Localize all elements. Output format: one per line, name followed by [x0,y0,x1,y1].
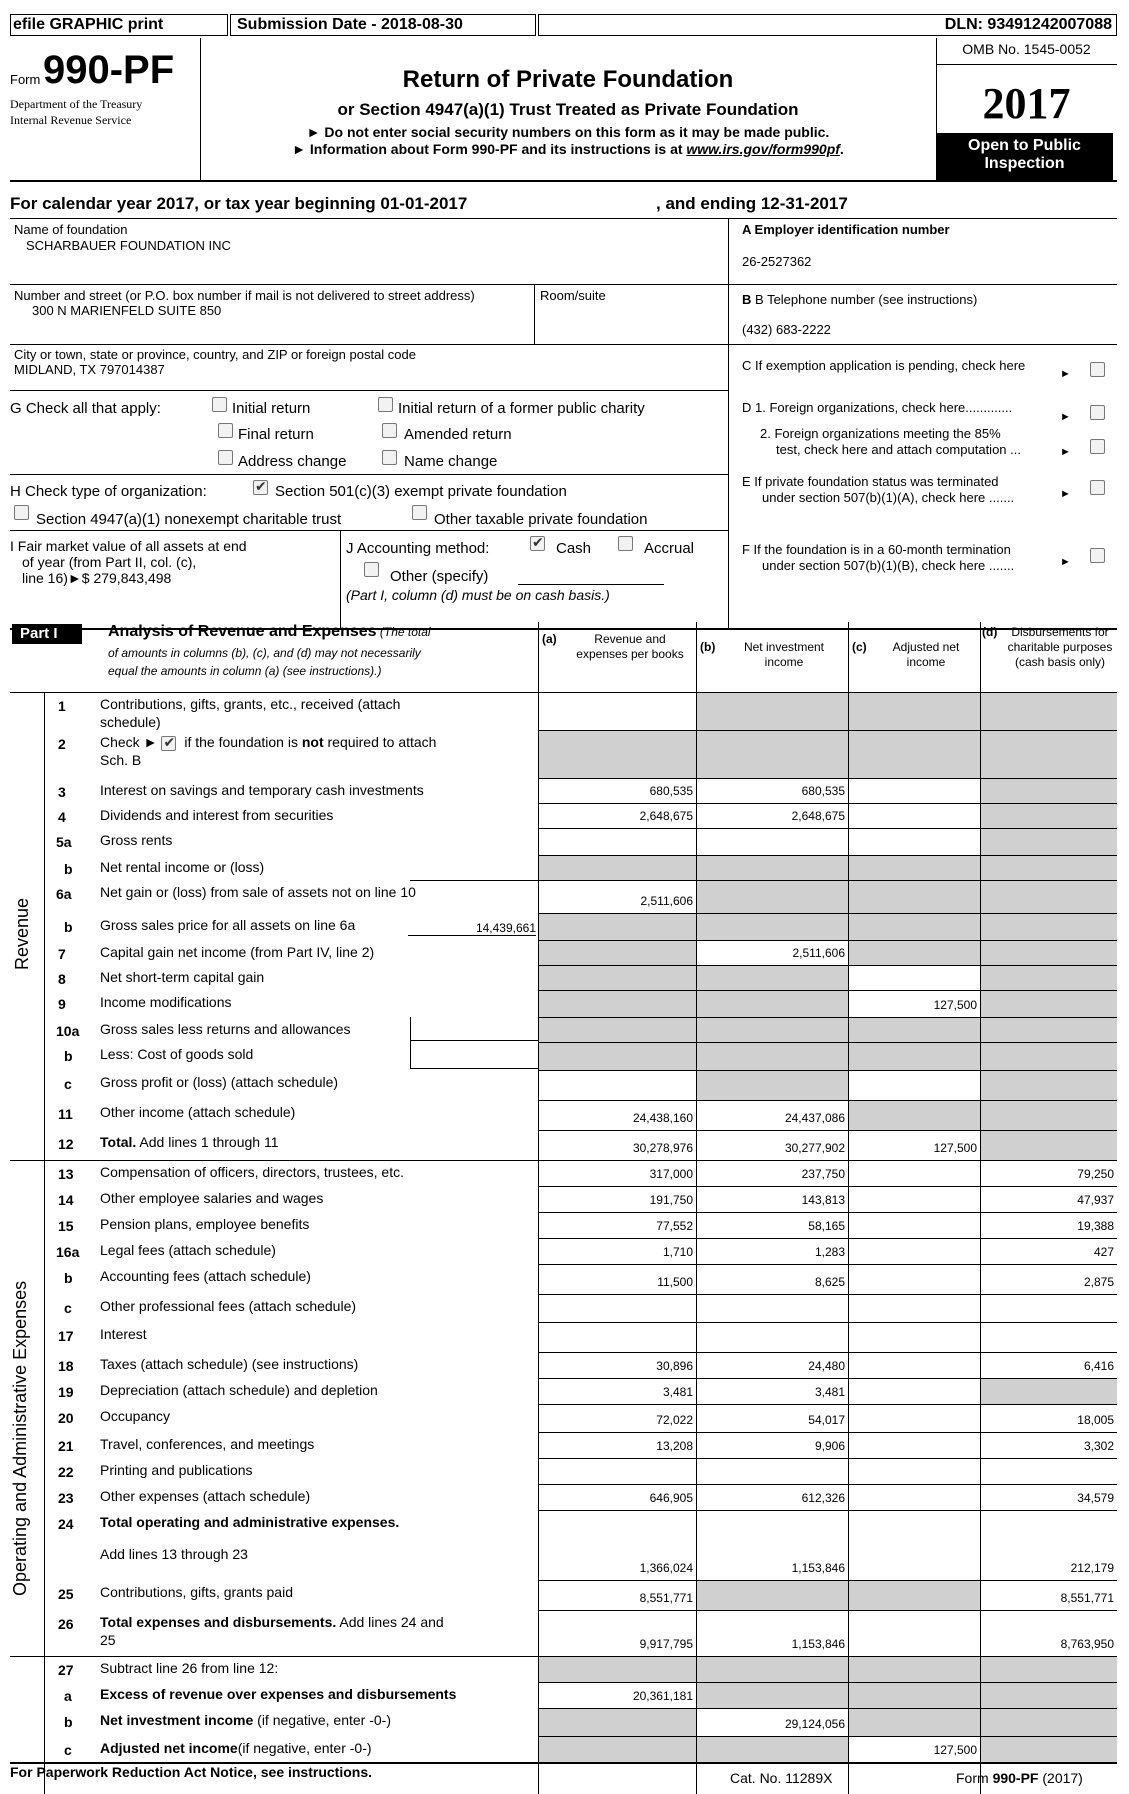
amount-b: 58,165 [808,1219,845,1233]
shaded-cell [697,991,848,1017]
cash-checkbox[interactable] [530,536,545,551]
amount-a: 646,905 [649,1491,693,1505]
form-subtitle: or Section 4947(a)(1) Trust Treated as Private Foundation [337,100,799,119]
amount-a: 11,500 [657,1275,693,1289]
shaded-cell [981,1379,1117,1404]
line-number: c [64,1076,72,1092]
amount-a: 191,750 [649,1193,693,1207]
shaded-cell [697,1657,848,1682]
paperwork-notice: For Paperwork Reduction Act Notice, see instructions. [10,1764,372,1780]
amount-b: 24,480 [808,1359,845,1373]
col-a-header: Revenue and expenses per books [576,632,684,661]
shaded-cell [539,1657,696,1682]
amount-b: 8,625 [814,1275,845,1289]
line-label: Net short-term capital gain [100,969,265,985]
shaded-cell [697,1737,848,1762]
other-method-checkbox[interactable] [364,562,379,577]
amount-d: 2,875 [1083,1275,1114,1289]
cash-basis-note: (Part I, column (d) must be on cash basis.) [346,587,610,603]
open-to-public-badge: Open to Public Inspection [936,133,1113,180]
line-label-cont: Sch. B [100,752,142,768]
initial-return-label: Initial return [232,400,311,417]
amount-c: 127,500 [933,1141,977,1155]
shaded-cell [981,829,1117,855]
accrual-checkbox[interactable] [618,536,633,551]
line-label: Total. Add lines 1 through 11 [100,1134,279,1150]
foreign-org-checkbox[interactable] [1090,405,1105,420]
street-label: Number and street (or P.O. box number if mail is not delivered to street address) [14,288,475,303]
other-method-label: Other (specify) [390,568,489,585]
line-label: Excess of revenue over expenses and disbursements [100,1686,457,1702]
shaded-cell [697,1043,848,1070]
line-number: 17 [58,1328,74,1344]
line-number: 21 [58,1438,74,1454]
amount-d: 34,579 [1077,1491,1114,1505]
line-label: Income modifications [100,994,232,1010]
line-label: Adjusted net income(if negative, enter -0-) [100,1740,372,1756]
shaded-cell [981,914,1117,940]
final-return-checkbox[interactable] [218,423,233,438]
part1-title: Analysis of Revenue and Expenses (The total [108,623,431,640]
part1-desc-2: equal the amounts in column (a) (see instructions).) [108,664,382,678]
line-label: Capital gain net income (from Part IV, line 2) [100,944,375,960]
shaded-cell [539,914,696,940]
shaded-cell [849,1043,980,1070]
room-label: Room/suite [540,288,606,303]
cat-number: Cat. No. 11289X [730,1770,833,1786]
street-value: 300 N MARIENFELD SUITE 850 [32,303,222,318]
line-label: Other income (attach schedule) [100,1104,296,1120]
amount-b: 680,535 [801,784,845,798]
shaded-cell [981,779,1117,803]
initial-return-former-label: Initial return of a former public charity [398,400,645,417]
line-label: Total operating and administrative expenses. [100,1514,400,1530]
shaded-cell [697,914,848,940]
d1-label: D 1. Foreign organizations, check here............. [742,400,1013,415]
name-label: Name of foundation [14,222,128,237]
tax-year-end: , and ending 12-31-2017 [656,194,848,213]
line-label: Accounting fees (attach schedule) [100,1268,311,1284]
line-number: c [64,1742,72,1758]
line-label: Gross rents [100,832,173,848]
line-number: 13 [58,1166,74,1182]
arrow-icon: ► [1060,446,1071,458]
omb-number: OMB No. 1545-0052 [962,41,1091,57]
line-label-cont: Add lines 13 through 23 [100,1546,248,1562]
amount-a: 24,438,160 [632,1111,693,1125]
exemption-pending-label: C If exemption application is pending, check here [742,358,1026,373]
form-footer: Form 990-PF (2017) [956,1770,1083,1786]
line-number: 22 [58,1464,74,1480]
line-label: Subtract line 26 from line 12: [100,1660,279,1676]
col-d-header: Disbursements for charitable purposes (cash basis only) [1007,625,1113,669]
address-change-label: Address change [238,453,347,470]
shaded-cell [539,856,696,880]
line-label: Pension plans, employee benefits [100,1216,310,1232]
amount-a: 1,710 [662,1245,693,1259]
initial-return-checkbox[interactable] [212,397,227,412]
line-number: 18 [58,1358,74,1374]
amount-b: 1,153,846 [791,1637,845,1651]
shaded-cell [981,1737,1117,1762]
shaded-cell [981,1131,1117,1160]
shaded-cell [697,731,848,778]
address-change-checkbox[interactable] [218,450,233,465]
foreign-org-85-checkbox[interactable] [1090,439,1105,454]
e2-label: under section 507(b)(1)(A), check here ....... [762,490,1015,505]
line-number: b [64,919,73,935]
amended-return-checkbox[interactable] [382,423,397,438]
amount-a: 317,000 [649,1167,693,1181]
line-number: 5a [56,834,72,850]
amount-a: 13,208 [656,1439,693,1453]
line-label: Interest on savings and temporary cash investments [100,782,424,798]
shaded-cell [849,856,980,880]
shaded-cell [981,1657,1117,1682]
line-number: 19 [58,1384,74,1400]
shaded-cell [697,693,848,730]
shaded-cell [539,966,696,990]
shaded-cell [849,881,980,913]
dept-line-2: Internal Revenue Service [10,113,132,127]
efile-banner [10,13,1117,37]
amount-a: 30,278,976 [632,1141,693,1155]
shaded-cell [981,856,1117,880]
shaded-cell [849,1581,980,1610]
city-label: City or town, state or province, country, and ZIP or foreign postal code [14,347,416,362]
amount-c: 127,500 [933,1743,977,1757]
amount-d: 6,416 [1083,1359,1114,1373]
col-d-letter: (d) [982,625,998,639]
amount-a: 9,917,795 [639,1637,693,1651]
line-label-cont: schedule) [100,714,161,730]
shaded-cell [849,941,980,965]
foundation-name: SCHARBAUER FOUNDATION INC [26,238,231,253]
amount-d: 8,763,950 [1060,1637,1114,1651]
fmv-line-2: of year (from Part II, col. (c), [22,554,197,570]
line-number: 24 [58,1516,74,1532]
amount-a: 77,552 [656,1219,693,1233]
shaded-cell [981,991,1117,1017]
shaded-cell [981,731,1117,778]
shaded-cell [697,1071,848,1100]
efile-label: efile GRAPHIC print [10,14,228,36]
shaded-cell [981,1683,1117,1708]
arrow-icon: ► [1060,368,1071,380]
amount-a: 8,551,771 [639,1591,693,1605]
col-b-letter: (b) [700,640,716,654]
amount-b: 54,017 [808,1413,845,1427]
shaded-cell [981,1071,1117,1100]
line-number: 3 [58,784,66,800]
amount-a: 3,481 [662,1385,693,1399]
shaded-cell [849,1683,980,1708]
shaded-cell [981,1018,1117,1042]
initial-return-former-checkbox[interactable] [378,397,393,412]
shaded-cell [981,804,1117,828]
shaded-cell [697,1581,848,1610]
amount-d: 427 [1093,1245,1114,1259]
d2a-label: 2. Foreign organizations meeting the 85% [760,426,1001,441]
side-label-expenses: Operating and Administrative Expenses [10,1280,30,1596]
sch-b-checkbox[interactable] [161,736,176,751]
line-number: 23 [58,1490,74,1506]
ein-value: 26-2527362 [742,254,812,269]
shaded-cell [849,1657,980,1682]
form-id-block [10,40,200,180]
line-label: Taxes (attach schedule) (see instructions) [100,1356,359,1372]
501c3-checkbox[interactable] [253,480,268,495]
line-label: Other expenses (attach schedule) [100,1488,311,1504]
amount-a: 680,535 [649,784,693,798]
omb-block [936,38,1117,180]
line-number: 4 [58,809,66,825]
exemption-pending-checkbox[interactable] [1090,362,1105,377]
j-label: J Accounting method: [346,540,490,557]
line-label: Occupancy [100,1408,171,1424]
501c3-label: Section 501(c)(3) exempt private foundation [275,483,567,500]
ssn-note: ► Do not enter social security numbers on this form as it may be made public. [306,124,830,140]
amount-d: 212,179 [1070,1561,1114,1575]
line-number: 25 [58,1586,74,1602]
ein-label: A Employer identification number [742,222,950,237]
shaded-cell [697,1683,848,1708]
line-label: Legal fees (attach schedule) [100,1242,276,1258]
shaded-cell [697,966,848,990]
e1-label: E If private foundation status was terminated [742,474,999,489]
amount-b: 29,124,056 [784,1717,845,1731]
amount-b: 2,648,675 [791,809,845,823]
fmv-line-1: I Fair market value of all assets at end [10,538,247,554]
shaded-cell [849,1101,980,1130]
shaded-cell [981,941,1117,965]
line-label: Net gain or (loss) from sale of assets not on line 10 [100,884,416,900]
shaded-cell [981,1101,1117,1130]
shaded-cell [539,1709,696,1736]
shaded-cell [539,1737,696,1762]
phone-label: B B Telephone number (see instructions) [742,292,978,307]
phone-value: (432) 683-2222 [742,322,831,337]
line-label: Check ►✔ if the foundation is not required to attach [100,734,436,751]
line-label: Interest [100,1326,147,1342]
fmv-line-3: line 16)►$ 279,843,498 [22,570,172,586]
amount-d: 8,551,771 [1060,1591,1114,1605]
shaded-cell [849,1709,980,1736]
amount-b: 1,283 [814,1245,845,1259]
f2-label: under section 507(b)(1)(B), check here ....... [762,558,1015,573]
amount-a: 1,366,024 [639,1561,693,1575]
amount-b: 24,437,086 [784,1111,845,1125]
amount-b: 3,481 [814,1385,845,1399]
dln: DLN: 93491242007088 [538,14,1117,36]
line-label: Compensation of officers, directors, trustees, etc. [100,1164,404,1180]
line-label: Total expenses and disbursements. Add lines 24 and [100,1614,444,1630]
col-c-letter: (c) [852,640,867,654]
line-number: 9 [58,996,66,1012]
shaded-cell [697,856,848,880]
cash-label: Cash [556,540,592,557]
g-label: G Check all that apply: [10,400,161,417]
4947-label: Section 4947(a)(1) nonexempt charitable trust [36,511,342,528]
tax-year-begin: For calendar year 2017, or tax year beginning 01-01-2017 [10,194,468,213]
amount-b: 2,511,606 [792,946,845,960]
shaded-cell [849,693,980,730]
amount-b: 9,906 [814,1439,845,1453]
arrow-icon: ► [1060,488,1071,500]
line-number: 10a [56,1023,80,1039]
line-number: 7 [58,946,66,962]
f1-label: F If the foundation is in a 60-month termination [742,542,1011,557]
shaded-cell [697,881,848,913]
col-a-letter: (a) [542,632,557,646]
line-number: 16a [56,1244,80,1260]
shaded-cell [539,1018,696,1042]
line-number: 20 [58,1410,74,1426]
line-number: 6a [56,886,72,902]
part1-tag: Part I [12,624,82,644]
amount-a: 2,511,606 [640,894,693,908]
line-label: Other employee salaries and wages [100,1190,324,1206]
shaded-cell [539,1043,696,1070]
arrow-icon: ► [1060,556,1071,568]
side-label-revenue: Revenue [12,897,32,970]
shaded-cell [539,991,696,1017]
line-number: 26 [58,1616,74,1632]
shaded-cell [981,881,1117,913]
col-c-header: Adjusted net income [892,640,960,669]
line-label: Other professional fees (attach schedule) [100,1298,357,1314]
form-title: Return of Private Foundation [402,66,734,93]
amount-b: 1,153,846 [791,1561,845,1575]
irs-link[interactable]: www.irs.gov/form990pf [686,141,840,157]
d2b-label: test, check here and attach computation ... [776,442,1021,457]
part1-desc-1: of amounts in columns (b), (c), and (d) may not necessarily [108,646,421,660]
line-number: 15 [58,1218,74,1234]
amount-d: 47,937 [1077,1193,1114,1207]
status-terminated-checkbox[interactable] [1090,480,1105,495]
arrow-icon: ► [1060,411,1071,423]
submission-date: Submission Date - 2018-08-30 [230,14,536,36]
h-label: H Check type of organization: [10,483,207,500]
line-label: Depreciation (attach schedule) and depletion [100,1382,378,1398]
line-number: a [64,1688,72,1704]
4947-checkbox[interactable] [14,505,29,520]
line-number: 27 [58,1662,74,1678]
line-label: Printing and publications [100,1462,253,1478]
line-number: 8 [58,971,66,987]
info-note: ► Information about Form 990-PF and its instructions is at www.irs.gov/form990pf. [292,141,844,157]
line-label: Dividends and interest from securities [100,807,334,823]
final-return-label: Final return [238,426,314,443]
name-change-label: Name change [404,453,498,470]
accrual-label: Accrual [644,540,695,557]
amount-d: 18,005 [1077,1413,1114,1427]
line-label: Contributions, gifts, grants paid [100,1584,293,1600]
line-number: 14 [58,1192,74,1208]
tax-year: 2017 [982,79,1071,128]
line-number: c [64,1300,72,1316]
shaded-cell [849,914,980,940]
other-taxable-checkbox[interactable] [412,505,427,520]
inline-amount: 14,439,661 [408,921,536,936]
amount-b: 612,326 [801,1491,845,1505]
shaded-cell [539,941,696,965]
amount-d: 19,388 [1077,1219,1114,1233]
shaded-cell [539,731,696,778]
sixty-month-checkbox[interactable] [1090,548,1105,563]
line-label-cont: 25 [100,1632,116,1648]
line-label: Gross profit or (loss) (attach schedule) [100,1074,339,1090]
city-value: MIDLAND, TX 797014387 [14,362,165,377]
line-label: Net investment income (if negative, enter -0-) [100,1712,391,1728]
dept-line-1: Department of the Treasury [10,97,143,111]
line-number: b [64,1714,73,1730]
line-number: 2 [58,736,66,752]
line-label: Gross sales less returns and allowances [100,1021,351,1037]
form-number: 990-PF [43,48,175,92]
amount-d: 79,250 [1077,1167,1114,1181]
amount-b: 143,813 [801,1193,845,1207]
name-change-checkbox[interactable] [382,450,397,465]
line-number: b [64,861,73,877]
amount-b: 30,277,902 [784,1141,845,1155]
line-label: Less: Cost of goods sold [100,1046,254,1062]
amount-a: 2,648,675 [639,809,693,823]
other-taxable-label: Other taxable private foundation [434,511,648,528]
shaded-cell [981,1043,1117,1070]
amended-return-label: Amended return [404,426,512,443]
form-title-block [200,38,936,180]
amount-c: 127,500 [933,998,977,1012]
col-b-header: Net investment income [743,640,825,669]
line-label: Net rental income or (loss) [100,859,265,875]
shaded-cell [981,1709,1117,1736]
line-label: Contributions, gifts, grants, etc., received (attach [100,696,401,712]
amount-a: 72,022 [656,1413,693,1427]
line-label: Travel, conferences, and meetings [100,1436,315,1452]
line-number: 11 [58,1106,73,1122]
shaded-cell [981,966,1117,990]
line-number: b [64,1270,73,1286]
amount-b: 237,750 [801,1167,845,1181]
amount-a: 30,896 [656,1359,693,1373]
line-number: 12 [58,1136,74,1152]
line-number: b [64,1048,73,1064]
line-number: 1 [58,698,66,714]
shaded-cell [849,731,980,778]
shaded-cell [981,693,1117,730]
amount-a: 20,361,181 [632,1689,693,1703]
amount-d: 3,302 [1083,1439,1114,1453]
line-label: Gross sales price for all assets on line 6a [100,917,356,933]
shaded-cell [697,1018,848,1042]
form-prefix: Form [10,72,41,87]
shaded-cell [849,1018,980,1042]
